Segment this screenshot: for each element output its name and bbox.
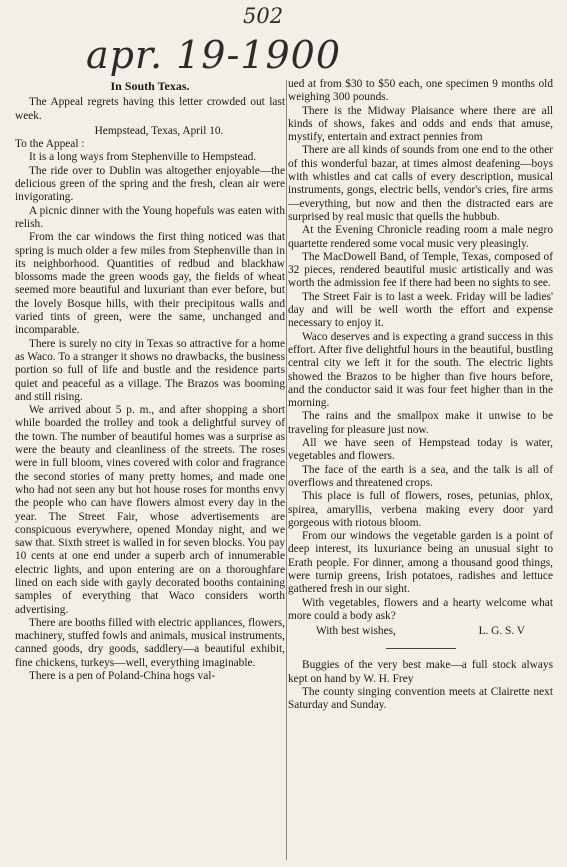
paragraph: We arrived about 5 p. m., and after shopping a short while boarded the trolley and took a delightful survey of the town. The number of beautiful homes was a surprise as were the beauty and cleanliness of the streets. The roses were in full bloom, vines covered with color and fragrance the second stories of many pretty homes, and made one who had not seen any but hot house roses for months envy the people who can have flowers almost every day in the year. The Street Fair, whose advertisements are conspicuous everywhere, opened Monday night, and we saw that. Sixth street is walled in for seven blocks. You pay 10 cents at one end under a superb arch of innumerable electric lights, and upon entering are on a thoroughfare lined on each side with gayly decorated booths containing samples of everything that Waco considers worth advertising. [15,404,285,616]
paragraph: The rains and the smallpox make it unwise to be traveling for pleasure just now. [288,410,553,436]
notice: The county singing convention meets at Clairette next Saturday and Sunday. [288,686,553,712]
paragraph: There is the Midway Plaisance where there are all kinds of shows, fakes and odds and ends that amuse, mystify, entertain and extract pennies from [288,104,553,144]
signature: L. G. S. V [478,625,525,638]
page-number: 502 [243,4,284,28]
dateline: Hempstead, Texas, April 10. [94,124,224,137]
paragraph: From our windows the vegetable garden is a point of deep interest, its luxuriance being an unusual sight to Erath people. For dinner, among a thousand good things, were turnip greens, Irish potatoes, radishes and lettuce gathered fresh in our sight. [288,530,553,596]
paragraph: The ride over to Dublin was altogether enjoyable—the delicious green of the spring and the fresh, clean air were invigorating. [15,164,285,204]
column-divider [286,80,287,860]
paragraph: The face of the earth is a sea, and the talk is all of overflows and threatened crops. [288,463,553,489]
handwritten-date: apr. 19-1900 [86,33,342,77]
left-column [15,78,285,683]
notice: Buggies of the very best make—a full stock always kept on hand by W. H. Frey [288,659,553,685]
paragraph: There are booths filled with electric appliances, flowers, machinery, stuffed fowls and animals, musical instruments, canned goods, dry goods, saddlery—a beautiful exhibit, fine chickens, turkeys—well, everything imaginable. [15,616,285,669]
paragraph: Waco deserves and is expecting a grand success in this effort. After five delightful hours in the beautiful, bustling central city we left it for the south. The electric lights showed the Brazos to be higher than five hours before, and the conductor said it was four feet higher than in the morning. [288,330,553,410]
article-headline: In South Texas. [110,79,190,93]
salutation: To the Appeal : [15,138,85,151]
paragraph: This place is full of flowers, roses, petunias, phlox, spirea, amaryllis, verbena making every door yard gorgeous with riotous bloom. [288,490,553,529]
paragraph: There is a pen of Poland-China hogs val- [29,670,216,683]
closing: With best wishes, [316,625,396,638]
paragraph: All we have seen of Hempstead today is water, vegetables and flowers. [288,437,553,463]
paragraph: There is surely no city in Texas so attractive for a home as Waco. To a stranger it shows no drawbacks, the business portion so full of life and bustle and the residence parts quiet and peaceful as a village. The Brazos was booming and still rising. [15,337,285,403]
paragraph: It is a long ways from Stephenville to Hempstead. [29,151,257,164]
section-rule [386,648,456,649]
paragraph: From the car windows the first thing noticed was that spring is much older a few miles from Stephenville than in its neighborhood. Quantities of redbud and blackhaw blossoms made the green woods gay, the fields of wheat seemed more beautiful and luxuriant than ever before, but the lovely Bosque hills, with their precipitous walls and varied tints of green, were the same, unchanged and incomparable. [15,231,285,337]
paragraph: At the Evening Chronicle reading room a male negro quartette rendered some vocal music very pleasingly. [288,224,553,250]
paragraph: The Street Fair is to last a week. Friday will be ladies' day and will be well worth the effort and expense necessary to enjoy it. [288,290,553,330]
signature-line [288,625,553,638]
paragraph: The Appeal regrets having this letter crowded out last week. [15,96,285,122]
paragraph: The MacDowell Band, of Temple, Texas, composed of 32 pieces, rendered beautiful music artistically and was worth the admission fee if there had been no sights to see. [288,250,553,290]
paragraph: With vegetables, flowers and a hearty welcome what more could a body ask? [288,596,553,622]
paragraph: ued at from $30 to $50 each, one specimen 9 months old weighing 300 pounds. [288,78,553,104]
paragraph: A picnic dinner with the Young hopefuls was eaten with relish. [15,204,285,230]
paragraph: There are all kinds of sounds from one end to the other of this wonderful bazar, at times almost deafening—boys with whistles and cat calls of every description, musical instruments, gongs, electric bells, vendor's cries, fire arms—everything, but now and then the distracted ears are surprised by real music that quells the hubbub. [288,144,553,223]
right-column [288,78,553,713]
